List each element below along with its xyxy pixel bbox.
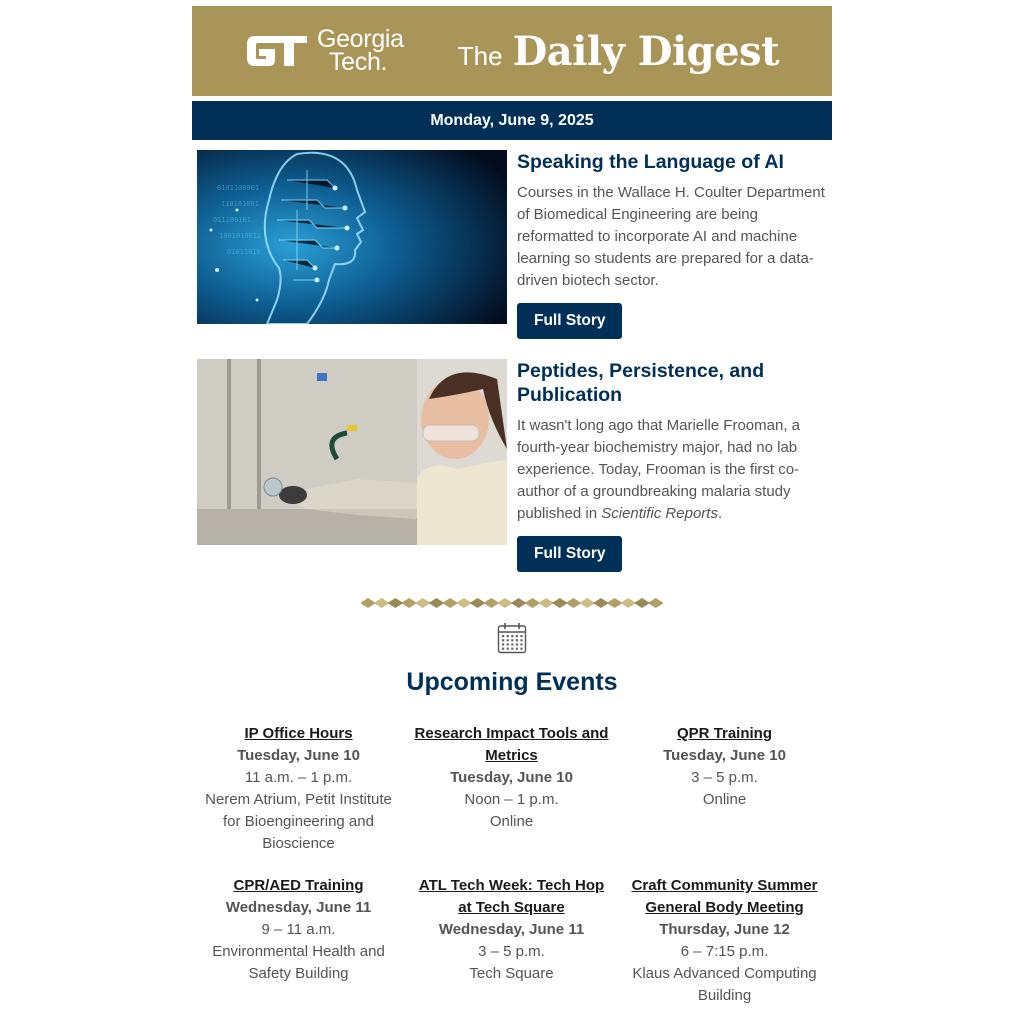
event-date: Tuesday, June 10: [237, 747, 360, 764]
lab-photo-illustration: [197, 359, 507, 545]
calendar-icon: [192, 622, 832, 654]
event-date: Tuesday, June 10: [663, 747, 786, 764]
event-title-link[interactable]: ATL Tech Week: Tech Hop at Tech Square: [418, 877, 605, 916]
title-prefix: The: [457, 40, 503, 71]
story-content: [507, 359, 832, 572]
svg-text:110101001: 110101001: [221, 200, 259, 208]
masthead: [192, 6, 832, 96]
event-location: Nerem Atrium, Petit Institute for Bioengineering and Bioscience: [205, 791, 392, 852]
story-ai: [192, 150, 832, 339]
full-story-button[interactable]: Full Story: [517, 303, 622, 339]
story-title[interactable]: Peptides, Persistence, and Publication: [517, 360, 765, 406]
event-time: 6 – 7:15 p.m.: [680, 943, 769, 960]
event-item: [192, 875, 405, 1007]
svg-text:01011010: 01011010: [227, 248, 261, 256]
event-time: 11 a.m. – 1 p.m.: [244, 769, 353, 786]
event-location: Tech Square: [469, 965, 554, 982]
georgia-tech-logo[interactable]: [245, 25, 404, 76]
event-item: [405, 875, 618, 1007]
event-date: Wednesday, June 11: [225, 899, 372, 916]
issue-date: Monday, June 9, 2025: [192, 101, 832, 140]
event-title-link[interactable]: IP Office Hours: [244, 725, 353, 742]
story-peptides: [192, 359, 832, 572]
event-item: [405, 723, 618, 855]
event-time: 3 – 5 p.m.: [478, 943, 545, 960]
event-date: Thursday, June 12: [659, 921, 790, 938]
full-story-button[interactable]: Full Story: [517, 536, 622, 572]
event-item: [618, 875, 831, 1007]
story-summary-text: It wasn't long ago that Marielle Frooman, a fourth-year biochemistry major, had no lab experience. Today, Frooman is the first co-author of a groundbreaking malaria study published in: [517, 417, 801, 522]
logo-line-2: Tech.: [328, 48, 388, 76]
logo-wordmark: [316, 25, 404, 76]
story-summary-end: .: [717, 505, 723, 522]
story-title[interactable]: Speaking the Language of AI: [517, 151, 784, 173]
event-title-link[interactable]: Research Impact Tools and Metrics: [414, 725, 609, 764]
event-date: Wednesday, June 11: [438, 921, 585, 938]
svg-text:011100101: 011100101: [213, 216, 251, 224]
event-title-link[interactable]: CPR/AED Training: [233, 877, 364, 894]
event-location: Environmental Health and Safety Building: [212, 943, 385, 982]
event-time: 3 – 5 p.m.: [691, 769, 758, 786]
event-title-link[interactable]: Craft Community Summer General Body Meeting: [631, 877, 818, 916]
story-summary: Courses in the Wallace H. Coulter Department of Biomedical Engineering are being reformatted to incorporate AI and machine learning so students are prepared for a data-driven biotech sector.: [517, 184, 825, 289]
journal-name: Scientific Reports: [601, 505, 718, 522]
title-main: Daily Digest: [512, 27, 780, 75]
gt-logo-icon: [245, 32, 309, 70]
newsletter-title: [458, 28, 779, 75]
diamond-divider-icon: [192, 596, 832, 610]
event-location: Online: [702, 791, 747, 808]
story-image-ai-head[interactable]: [197, 150, 507, 339]
newsletter: [192, 0, 832, 1007]
events-grid: [192, 723, 832, 1007]
events-heading: Upcoming Events: [406, 668, 618, 696]
svg-text:1001010011: 1001010011: [219, 232, 262, 240]
event-item: [192, 723, 405, 855]
svg-text:0101100001: 0101100001: [217, 184, 260, 192]
event-date: Tuesday, June 10: [450, 769, 573, 786]
ai-head-illustration: [197, 150, 507, 324]
story-content: [507, 150, 832, 339]
event-time: 9 – 11 a.m.: [261, 921, 336, 938]
event-location: Online: [489, 813, 534, 830]
event-time: Noon – 1 p.m.: [464, 791, 559, 808]
event-title-link[interactable]: QPR Training: [676, 725, 772, 742]
event-item: [618, 723, 831, 855]
logo-line-1: Georgia: [316, 25, 404, 53]
event-location: Klaus Advanced Computing Building: [632, 965, 817, 1004]
story-image-lab-student[interactable]: [197, 359, 507, 572]
story-summary: [517, 415, 832, 525]
